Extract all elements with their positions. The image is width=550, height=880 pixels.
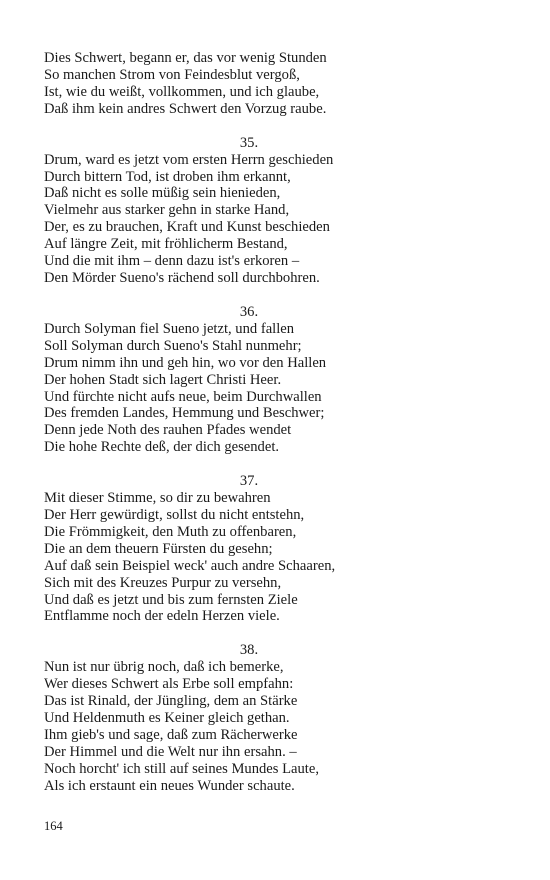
verse-line: Und Heldenmuth es Keiner gleich gethan.: [44, 710, 290, 727]
verse-line: Der Herr gewürdigt, sollst du nicht entstehn,: [44, 507, 305, 524]
verse-line: Und die mit ihm – denn dazu ist's erkoren –: [44, 253, 300, 270]
verse-line: Der hohen Stadt sich lagert Christi Heer.: [44, 371, 282, 388]
verse-line: Ihm gieb's und sage, daß zum Rächerwerke: [44, 727, 298, 743]
verse-line: Noch horcht' ich still auf seines Mundes Laute,: [44, 760, 319, 777]
verse-line: Den Mörder Sueno's rächend soll durchbohren.: [44, 269, 320, 286]
verse-line: Der Himmel und die Welt nur ihn ersahn. –: [44, 743, 297, 760]
stanza-35: [44, 135, 464, 287]
verse-line: So manchen Strom von Feindesblut vergoß,: [44, 66, 300, 83]
stanza-continuation: [44, 50, 464, 118]
verse-line: Daß nicht es solle müßig sein hienieden,: [44, 185, 281, 202]
verse-line: Die hohe Rechte deß, der dich gesendet.: [44, 439, 280, 456]
verse-line: Mit dieser Stimme, so dir zu bewahren: [44, 490, 271, 507]
verse-line: Drum, ward es jetzt vom ersten Herrn geschieden: [44, 151, 334, 168]
verse-line: Vielmehr aus starker gehn in starke Hand,: [44, 202, 290, 219]
verse-line: Der, es zu brauchen, Kraft und Kunst beschieden: [44, 219, 330, 236]
stanza-36: [44, 304, 464, 456]
verse-line: Durch Solyman fiel Sueno jetzt, und fallen: [44, 320, 295, 337]
stanza-number: 35.: [239, 134, 259, 151]
stanza-38: [44, 642, 464, 794]
stanza-number: 36.: [239, 303, 259, 320]
verse-line: Entflamme noch der edeln Herzen viele.: [44, 608, 280, 625]
verse-line: Wer dieses Schwert als Erbe soll empfahn:: [44, 676, 294, 693]
verse-line: Denn jede Noth des rauhen Pfades wendet: [44, 422, 292, 439]
verse-line: Das ist Rinald, der Jüngling, dem an Stärke: [44, 693, 298, 710]
verse-line: Soll Solyman durch Sueno's Stahl nunmehr;: [44, 337, 302, 354]
page-number: 164: [44, 819, 63, 833]
verse-line: Nun ist nur übrig noch, daß ich bemerke,: [44, 659, 284, 676]
verse-line: Auf längre Zeit, mit fröhlicherm Bestand,: [44, 236, 288, 253]
verse-line: Die Frömmigkeit, den Muth zu offenbaren,: [44, 523, 297, 540]
verse-line: Durch bittern Tod, ist droben ihm erkannt,: [44, 168, 291, 185]
verse-line: Sich mit des Kreuzes Purpur zu versehn,: [44, 574, 282, 591]
verse-line: Und daß es jetzt und bis zum fernsten Ziele: [44, 591, 298, 608]
verse-line: Daß ihm kein andres Schwert den Vorzug raube.: [44, 100, 327, 117]
verse-line: Auf daß sein Beispiel weck' auch andre Schaaren,: [44, 557, 336, 574]
stanza-number: 37.: [239, 473, 259, 490]
verse-line: Als ich erstaunt ein neues Wunder schaute.: [44, 777, 295, 794]
verse-line: Ist, wie du weißt, vollkommen, und ich glaube,: [44, 83, 320, 100]
stanza-37: [44, 473, 464, 625]
poem-text: [44, 50, 464, 795]
verse-line: Dies Schwert, begann er, das vor wenig Stunden: [44, 50, 327, 66]
verse-line: Die an dem theuern Fürsten du gesehn;: [44, 540, 273, 557]
stanza-number: 38.: [239, 642, 259, 659]
verse-line: Drum nimm ihn und geh hin, wo vor den Hallen: [44, 354, 327, 371]
verse-line: Des fremden Landes, Hemmung und Beschwer;: [44, 405, 325, 422]
verse-line: Und fürchte nicht aufs neue, beim Durchwallen: [44, 388, 322, 405]
